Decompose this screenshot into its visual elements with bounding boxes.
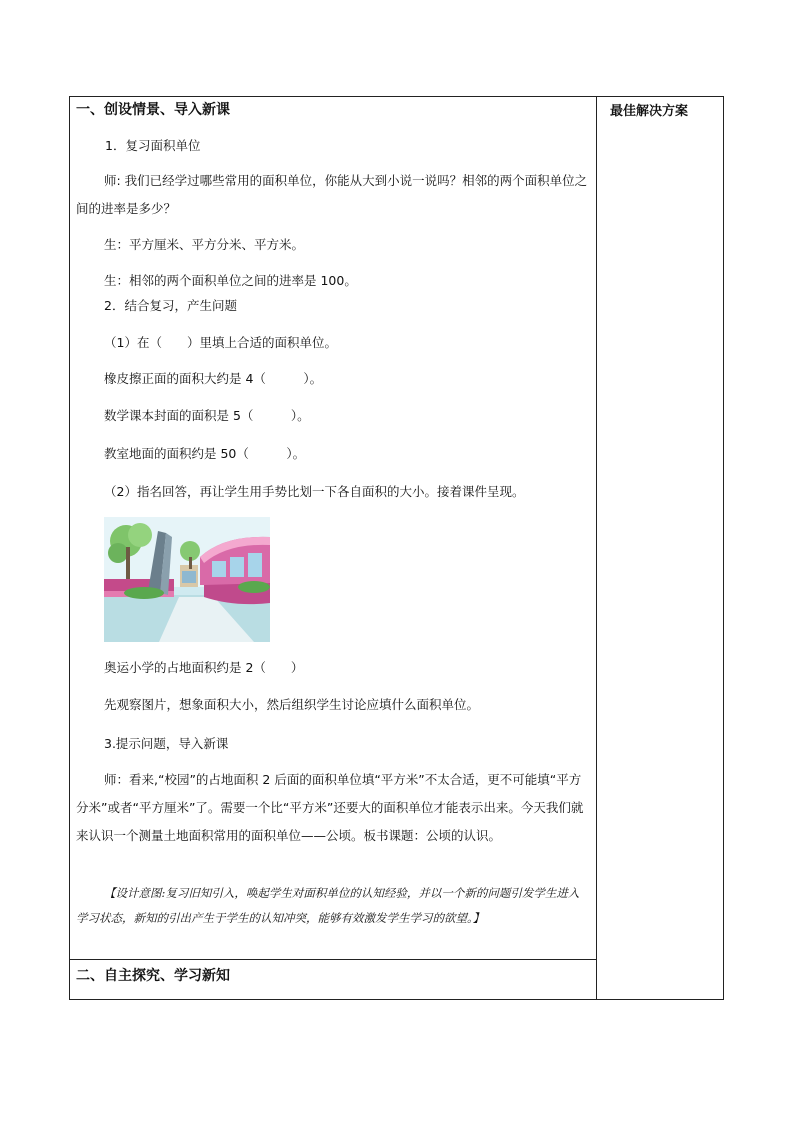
teacher-question: 师: 我们已经学过哪些常用的面积单位，你能从大到小说一说吗？相邻的两个面积单位之间的进率是多少？ — [76, 173, 588, 216]
right-column-header: 最佳解决方案 — [610, 104, 689, 119]
student-answer-2: 生：相邻的两个面积单位之间的进率是 100。 — [104, 273, 357, 288]
sub-question-2: （2）指名回答，再让学生用手势比划一下各自面积的大小。接着课件呈现。 — [104, 484, 525, 499]
observe-instruction: 先观察图片，想象面积大小，然后组织学生讨论应填什么面积单位。 — [104, 697, 480, 712]
section1-title: 一、创设情景、导入新课 — [76, 102, 230, 118]
fill-blank-2: 数学课本封面的面积是 5（ ）。 — [104, 408, 310, 423]
school-picture — [104, 517, 270, 642]
teacher-explanation: 师：看来,“校园”的占地面积 2 后面的面积单位填“平方米”不太合适，更不可能填“平方分米”或者“平方厘米”了。需要一个比“平方米”还要大的面积单位才能表示出来。今天我们就来认识一个测量土地面积常用的面积单位——公顷。板书课题：公顷的认识。 — [76, 772, 584, 843]
item1-title: 1．复习面积单位 — [105, 138, 201, 153]
sub-question-1: （1）在（ ）里填上合适的面积单位。 — [104, 335, 337, 350]
student-answer-1: 生：平方厘米、平方分米、平方米。 — [104, 237, 305, 252]
fill-blank-3: 教室地面的面积约是 50（ ）。 — [104, 446, 306, 461]
column-divider — [596, 96, 597, 1000]
item3-title: 3.提示问题，导入新课 — [104, 736, 229, 751]
section2-title: 二、自主探究、学习新知 — [76, 968, 230, 984]
school-area-question: 奥运小学的占地面积约是 2（ ） — [104, 660, 304, 675]
design-intent-note: 【设计意图:复习旧知引入，唤起学生对面积单位的认知经验，并以一个新的问题引发学生进入学习状态，新知的引出产生于学生的认知冲突，能够有效激发学生学习的欲望。】 — [76, 886, 580, 925]
fill-blank-1: 橡皮擦正面的面积大约是 4（ ）。 — [104, 371, 323, 386]
item2-title: 2．结合复习，产生问题 — [104, 298, 237, 313]
section-divider — [69, 959, 597, 960]
